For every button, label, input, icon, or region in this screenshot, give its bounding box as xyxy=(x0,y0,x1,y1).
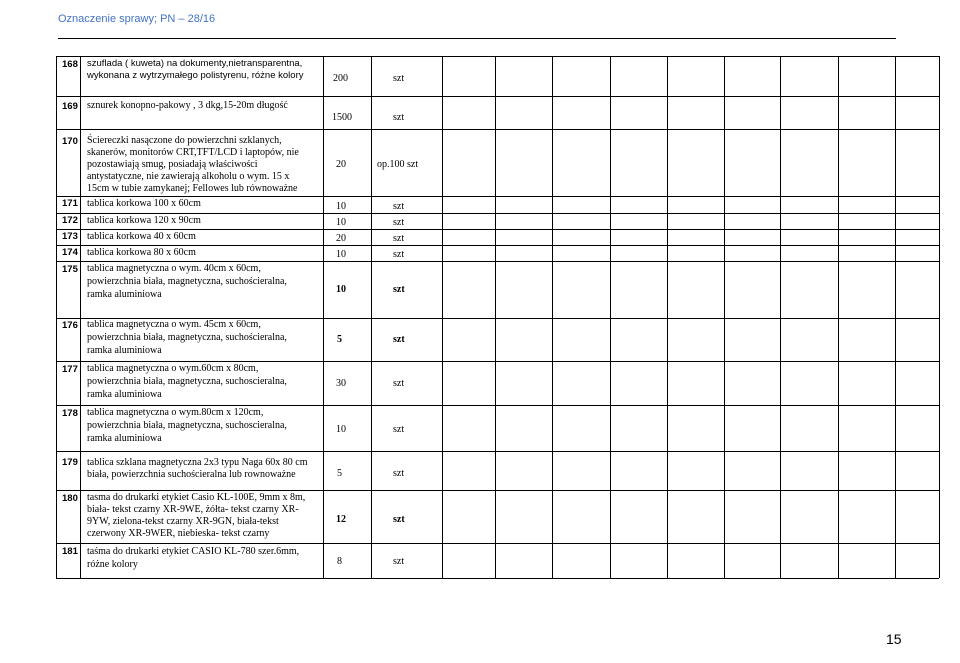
row-quantity: 30 xyxy=(336,378,346,389)
row-number: 174 xyxy=(62,247,78,258)
row-unit: szt xyxy=(393,556,405,567)
row-number: 171 xyxy=(62,198,78,209)
row-unit: op.100 szt xyxy=(377,159,419,170)
row-divider xyxy=(56,213,939,214)
row-description-line: antystatyczne, nie zawierają alkoholu o wym. 15 x xyxy=(87,171,290,182)
row-unit: szt xyxy=(393,201,405,212)
row-number: 177 xyxy=(62,364,78,375)
column-divider xyxy=(724,56,725,578)
row-quantity: 1500 xyxy=(332,112,352,123)
row-divider xyxy=(56,578,939,579)
row-number: 169 xyxy=(62,101,78,112)
column-divider xyxy=(80,56,81,578)
row-quantity: 10 xyxy=(336,249,346,260)
row-description-line: ramka aluminiowa xyxy=(87,389,162,400)
row-description-line: tablica magnetyczna o wym.80cm x 120cm, xyxy=(87,407,264,418)
row-description-line: powierzchnia biała, magnetyczna, suchoscieralna, xyxy=(87,420,287,431)
row-description-line: ramka aluminiowa xyxy=(87,289,162,300)
column-divider xyxy=(442,56,443,578)
row-description-line: 15cm w tubie zamykanej; Fellowes lub równoważne xyxy=(87,183,298,194)
row-unit: szt xyxy=(393,284,405,295)
row-quantity: 10 xyxy=(336,424,346,435)
row-divider xyxy=(56,229,939,230)
row-quantity: 5 xyxy=(337,334,342,345)
row-divider xyxy=(56,96,939,97)
column-divider xyxy=(895,56,896,578)
column-divider xyxy=(552,56,553,578)
row-number: 170 xyxy=(62,136,78,147)
row-quantity: 5 xyxy=(337,468,342,479)
row-description-line: tablica korkowa 40 x 60cm xyxy=(87,231,196,242)
row-number: 168 xyxy=(62,59,78,70)
row-description-line: 9YW, zielona-tekst czarny XR-9GN, biała-tekst xyxy=(87,516,279,527)
row-divider xyxy=(56,196,939,197)
row-description-line: różne kolory xyxy=(87,559,138,570)
row-number: 180 xyxy=(62,493,78,504)
row-quantity: 10 xyxy=(336,201,346,212)
column-divider xyxy=(780,56,781,578)
column-divider xyxy=(939,56,940,578)
row-description-line: pozostawiają smug, posiadają właściwości xyxy=(87,159,258,170)
header-rule xyxy=(58,38,896,39)
row-divider xyxy=(56,245,939,246)
column-divider xyxy=(610,56,611,578)
row-number: 178 xyxy=(62,408,78,419)
column-divider xyxy=(56,56,57,578)
row-divider xyxy=(56,261,939,262)
document-header: Oznaczenie sprawy; PN – 28/16 xyxy=(58,13,216,25)
row-unit: szt xyxy=(393,233,405,244)
column-divider xyxy=(667,56,668,578)
row-unit: szt xyxy=(393,217,405,228)
row-description-line: wykonana z wytrzymałego polistyrenu, różne kolory xyxy=(87,70,304,81)
column-divider xyxy=(495,56,496,578)
column-divider xyxy=(323,56,324,578)
row-description-line: tasma do drukarki etykiet Casio KL-100E, 9mm x 8m, xyxy=(87,492,306,503)
row-description-line: tablica magnetyczna o wym. 40cm x 60cm, xyxy=(87,263,261,274)
row-description-line: skanerów, monitorów CRT,TFT/LCD i laptopów, nie xyxy=(87,147,299,158)
row-number: 176 xyxy=(62,320,78,331)
row-description-line: biała, powierzchnia suchościeralna lub rownoważne xyxy=(87,469,296,480)
row-description-line: ramka aluminiowa xyxy=(87,345,162,356)
row-divider xyxy=(56,451,939,452)
row-quantity: 10 xyxy=(336,284,346,295)
row-quantity: 10 xyxy=(336,217,346,228)
column-divider xyxy=(371,56,372,578)
row-divider xyxy=(56,129,939,130)
row-description-line: tablica korkowa 100 x 60cm xyxy=(87,198,201,209)
row-number: 173 xyxy=(62,231,78,242)
row-quantity: 200 xyxy=(333,73,348,84)
row-description-line: powierzchnia biała, magnetyczna, suchościeralna, xyxy=(87,332,287,343)
row-divider xyxy=(56,56,939,57)
row-description-line: czerwony XR-9WER, niebieska- tekst czarny xyxy=(87,528,270,539)
row-unit: szt xyxy=(393,424,405,435)
row-unit: szt xyxy=(393,249,405,260)
row-quantity: 8 xyxy=(337,556,342,567)
row-description-line: powierzchnia biała, magnetyczna, suchościeralna, xyxy=(87,276,287,287)
row-description-line: sznurek konopno-pakowy , 3 dkg,15-20m długość xyxy=(87,100,288,111)
row-divider xyxy=(56,405,939,406)
row-number: 175 xyxy=(62,264,78,275)
row-number: 179 xyxy=(62,457,78,468)
row-description-line: Ściereczki nasączone do powierzchni szklanych, xyxy=(87,135,282,146)
row-divider xyxy=(56,543,939,544)
row-description-line: powierzchnia biała, magnetyczna, suchoscieralna, xyxy=(87,376,287,387)
row-description-line: tablica magnetyczna o wym. 45cm x 60cm, xyxy=(87,319,261,330)
row-quantity: 12 xyxy=(336,514,346,525)
column-divider xyxy=(838,56,839,578)
row-description-line: ramka aluminiowa xyxy=(87,433,162,444)
row-description-line: szuflada ( kuweta) na dokumenty,nietransparentna, xyxy=(87,58,303,69)
row-description-line: taśma do drukarki etykiet CASIO KL-780 szer.6mm, xyxy=(87,546,300,557)
row-unit: szt xyxy=(393,514,405,525)
items-table xyxy=(56,56,939,578)
row-unit: szt xyxy=(393,468,405,479)
row-quantity: 20 xyxy=(336,159,346,170)
row-description-line: tablica magnetyczna o wym.60cm x 80cm, xyxy=(87,363,259,374)
row-description-line: tablica korkowa 80 x 60cm xyxy=(87,247,196,258)
page-number: 15 xyxy=(886,631,902,647)
row-divider xyxy=(56,490,939,491)
row-unit: szt xyxy=(393,334,405,345)
row-number: 172 xyxy=(62,215,78,226)
row-description-line: tablica szklana magnetyczna 2x3 typu Naga 60x 80 cm xyxy=(87,457,308,468)
row-unit: szt xyxy=(393,112,405,123)
row-description-line: tablica korkowa 120 x 90cm xyxy=(87,215,201,226)
row-number: 181 xyxy=(62,546,78,557)
row-unit: szt xyxy=(393,73,405,84)
row-quantity: 20 xyxy=(336,233,346,244)
row-divider xyxy=(56,361,939,362)
row-description-line: biała- tekst czarny XR-9WE, żółta- tekst czarny XR- xyxy=(87,504,299,515)
row-unit: szt xyxy=(393,378,405,389)
